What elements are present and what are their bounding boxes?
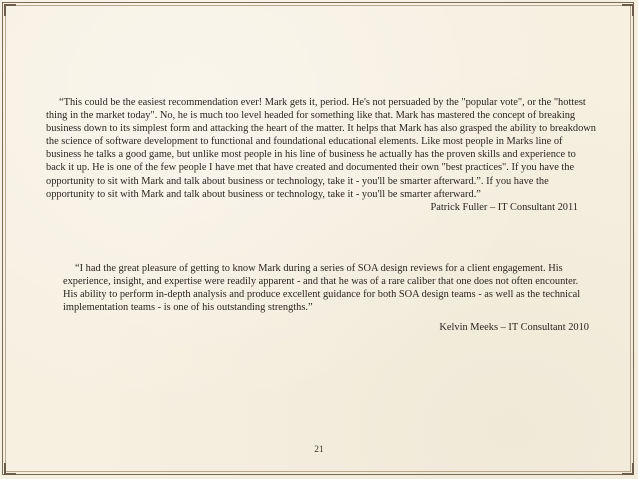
page-number: 21 [314,445,324,455]
testimonial-attribution: Patrick Fuller – IT Consultant 2011 [430,201,578,213]
testimonial-attribution: Kelvin Meeks – IT Consultant 2010 [439,322,589,334]
testimonial-kelvin-meeks [63,262,593,334]
slide-frame [2,2,634,475]
frame-corner-ornament [622,463,634,475]
testimonial-quote: “This could be the easiest recommendation ever! Mark gets it, period. He's not persuaded by the "popular vote", or the "hottest thing in the market today". No, he is much too level headed for something like that. Mark has mastered the concept of breaking business down to its simplest form and attacking the heart of the matter. It helps that Mark has also grasped the ability to breakdown the science of software development to functional and foundational educational elements. Like most people in Marks line of business he talks a good game, but unlike most people in his line of business he actually has the proven skills and experience to back it up. He is one of the few people I have met that have created and documented their own "best practices". If you have the opportunity to sit with Mark and talk about business or technology, take it - you'll be smarter afterward.”. If you have the opportunity to sit with Mark and talk about business or technology, take it - you'll be smarter afterward.” [46,97,597,200]
frame-corner-ornament [622,4,634,16]
testimonial-patrick-fuller [46,96,598,214]
testimonial-quote: “I had the great pleasure of getting to know Mark during a series of SOA design reviews for a client engagement. His experience, insight, and expertise were readily apparent - and that he was of a rare caliber that one does not often encounter. His ability to perform in-depth analysis and produce excellent guidance for both SOA design teams - as well as the technical implementation teams - is one of his outstanding strengths.” [63,263,581,314]
frame-corner-ornament [4,463,16,475]
frame-corner-ornament [4,4,16,16]
